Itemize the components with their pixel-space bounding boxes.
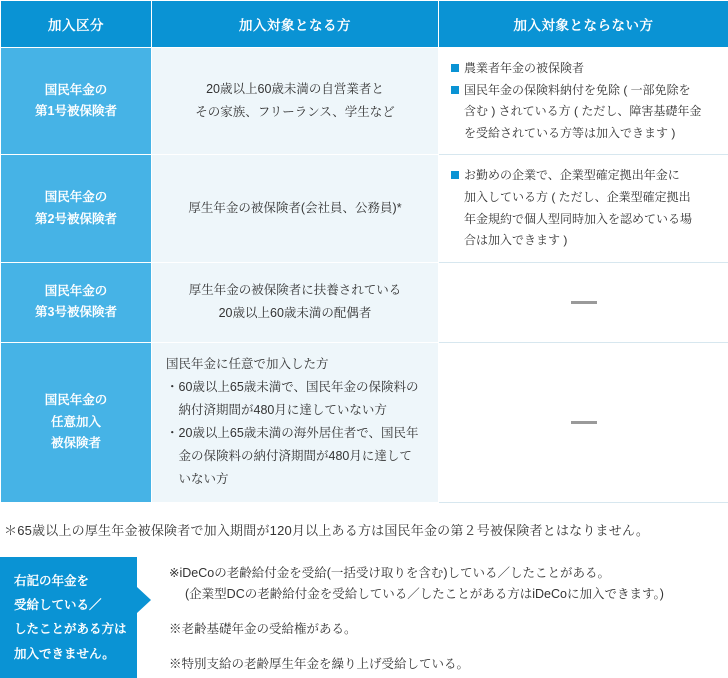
- category-cell-4: [1, 342, 152, 502]
- not-eligible-item: お勤めの企業で、企業型確定拠出年金に: [451, 165, 716, 187]
- header-category: 加入区分: [1, 1, 152, 48]
- table-header-row: [1, 1, 728, 48]
- eligible-cell-4: [152, 342, 439, 502]
- not-eligible-item-cont: 合は加入できます ): [451, 230, 716, 252]
- category-line-1: 国民年金の: [45, 83, 108, 97]
- category-line-2: 第2号被保険者: [35, 212, 117, 226]
- note-sub: (企業型DCの老齢給付金を受給している／したことがある方はiDeCoに加入できます。): [169, 584, 728, 606]
- table-row: [1, 155, 728, 262]
- callout-line-2: 受給している／: [14, 598, 102, 612]
- category-line-3: 被保険者: [51, 436, 101, 450]
- category-line-2: 任意加入: [51, 415, 101, 429]
- not-eligible-item: 国民年金の保険料納付を免除 ( 一部免除を: [451, 80, 716, 102]
- note-item: [169, 619, 728, 641]
- eligible-line-2: 20歳以上60歳未満の配偶者: [219, 306, 372, 320]
- not-eligible-cell-3: [439, 262, 728, 342]
- not-eligible-cell-4: [439, 342, 728, 502]
- category-cell-2: [1, 155, 152, 262]
- not-eligible-item-cont: を受給されている方等は加入できます ): [451, 123, 716, 145]
- exclusion-notes: [151, 557, 728, 677]
- category-cell-3: [1, 262, 152, 342]
- not-eligible-item-cont: 含む ) されている方 ( ただし、障害基礎年金: [451, 101, 716, 123]
- not-eligible-item: 農業者年金の被保険者: [451, 58, 716, 80]
- table-row: [1, 48, 728, 155]
- table-footnote: ＊65歳以上の厚生年金被保険者で加入期間が120月以上ある方は国民年金の第２号被保険者とはなりません。: [4, 520, 728, 539]
- category-line-2: 第3号被保険者: [35, 305, 117, 319]
- eligible-line-1: 20歳以上60歳未満の自営業者と: [206, 82, 384, 96]
- note-main: ※特別支給の老齢厚生年金を繰り上げ受給している。: [169, 657, 469, 671]
- note-main: ※老齢基礎年金の受給権がある。: [169, 622, 357, 636]
- eligible-line: 国民年金に任意で加入した方: [166, 353, 424, 376]
- eligible-line: いない方: [166, 468, 424, 491]
- eligible-line: 納付済期間が480月に達していない方: [166, 399, 424, 422]
- exclusion-callout-section: [0, 557, 728, 678]
- callout-wrapper: [0, 557, 151, 678]
- eligible-cell-1: [152, 48, 439, 155]
- callout-line-3: したことがある方は: [14, 622, 127, 636]
- note-item: [169, 654, 728, 676]
- category-line-2: 第1号被保険者: [35, 104, 117, 118]
- category-line-1: 国民年金の: [45, 393, 108, 407]
- exclusion-callout: [0, 557, 137, 678]
- note-main: ※iDeCoの老齢給付金を受給(一括受け取りを含む)している／したことがある。: [169, 566, 610, 580]
- category-line-1: 国民年金の: [45, 284, 108, 298]
- eligible-line: ・20歳以上65歳未満の海外居住者で、国民年: [166, 422, 424, 445]
- header-not-eligible: 加入対象とならない方: [439, 1, 728, 48]
- callout-arrow-icon: [137, 587, 151, 613]
- callout-line-4: 加入できません。: [14, 647, 115, 661]
- not-eligible-cell-2: [439, 155, 728, 262]
- category-line-1: 国民年金の: [45, 190, 108, 204]
- not-eligible-item-cont: 年金規約で個人型同時加入を認めている場: [451, 209, 716, 231]
- eligible-line: ・60歳以上65歳未満で、国民年金の保険料の: [166, 376, 424, 399]
- not-eligible-item-cont: 加入している方 ( ただし、企業型確定拠出: [451, 187, 716, 209]
- eligible-cell-3: [152, 262, 439, 342]
- category-cell-1: [1, 48, 152, 155]
- eligible-cell-2: [152, 155, 439, 262]
- header-eligible: 加入対象となる方: [152, 1, 439, 48]
- eligible-line-1: 厚生年金の被保険者(会社員、公務員)*: [188, 201, 401, 215]
- eligible-line-1: 厚生年金の被保険者に扶養されている: [189, 283, 402, 297]
- table-row: [1, 342, 728, 502]
- note-item: [169, 563, 728, 607]
- callout-line-1: 右記の年金を: [14, 574, 89, 588]
- eligible-line-2: その家族、フリーランス、学生など: [195, 105, 395, 119]
- eligible-line: 金の保険料の納付済期間が480月に達して: [166, 445, 424, 468]
- dash-icon: [571, 421, 597, 424]
- dash-icon: [571, 301, 597, 304]
- table-row: [1, 262, 728, 342]
- not-eligible-cell-1: [439, 48, 728, 155]
